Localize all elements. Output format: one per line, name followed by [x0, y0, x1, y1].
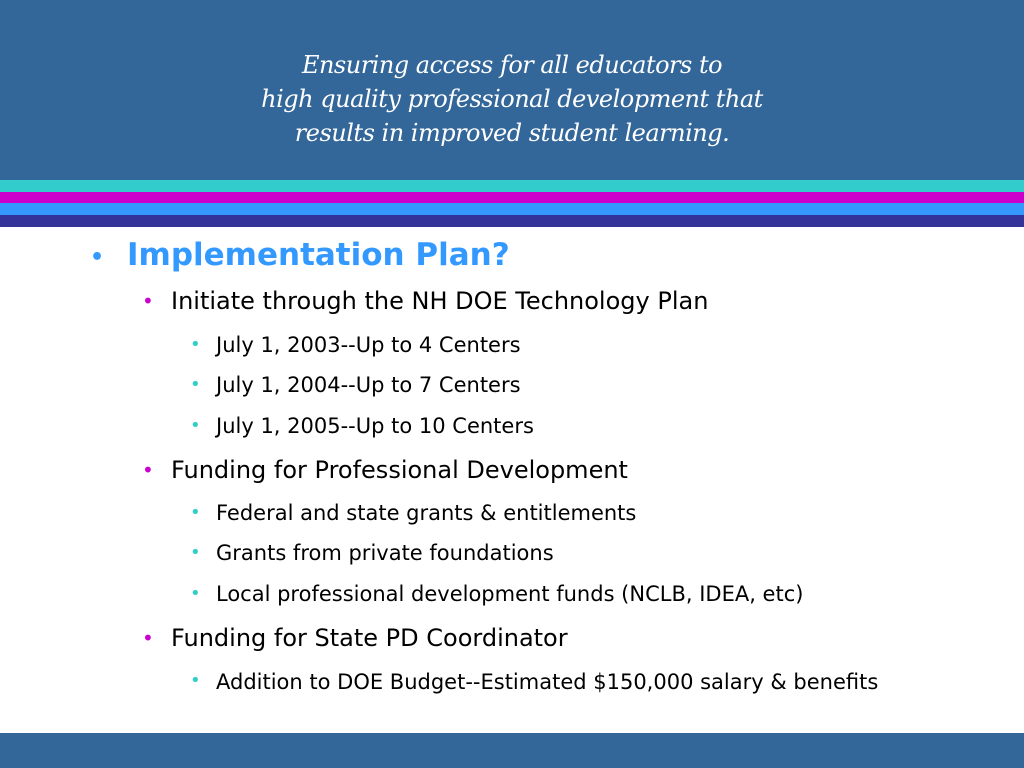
list-item-text: July 1, 2003--Up to 4 Centers — [216, 333, 521, 357]
bullet-icon: • — [190, 670, 201, 691]
slide-heading: Implementation Plan? — [127, 237, 510, 273]
bullet-icon: • — [190, 542, 201, 563]
stripe-cyan — [0, 180, 1024, 192]
list-item-text: July 1, 2005--Up to 10 Centers — [216, 414, 534, 438]
stripe-magenta — [0, 192, 1024, 203]
tagline — [0, 48, 1024, 150]
bullet-icon: • — [90, 245, 105, 270]
stripe-navy — [0, 215, 1024, 227]
header-banner — [0, 0, 1024, 180]
bullet-icon: • — [190, 502, 201, 523]
tagline-line-2: high quality professional development that — [261, 85, 763, 113]
bullet-icon: • — [142, 458, 154, 482]
list-item-text: Federal and state grants & entitlements — [216, 501, 637, 525]
section-label: Funding for State PD Coordinator — [171, 624, 568, 652]
bullet-icon: • — [190, 334, 201, 355]
list-item-text: Local professional development funds (NCLB, IDEA, etc) — [216, 582, 804, 606]
footer-bar — [0, 733, 1024, 768]
bullet-icon: • — [190, 583, 201, 604]
stripe-blue — [0, 203, 1024, 215]
bullet-icon: • — [142, 626, 154, 650]
section-label: Funding for Professional Development — [171, 456, 628, 484]
bullet-icon: • — [190, 415, 201, 436]
tagline-line-3: results in improved student learning. — [294, 119, 730, 147]
bullet-icon: • — [190, 374, 201, 395]
list-item-text: July 1, 2004--Up to 7 Centers — [216, 373, 521, 397]
bullet-icon: • — [142, 289, 154, 313]
list-item-text: Addition to DOE Budget--Estimated $150,000 salary & benefits — [216, 670, 879, 694]
section-label: Initiate through the NH DOE Technology Plan — [171, 287, 709, 315]
tagline-line-1: Ensuring access for all educators to — [301, 51, 723, 79]
list-item-text: Grants from private foundations — [216, 541, 554, 565]
